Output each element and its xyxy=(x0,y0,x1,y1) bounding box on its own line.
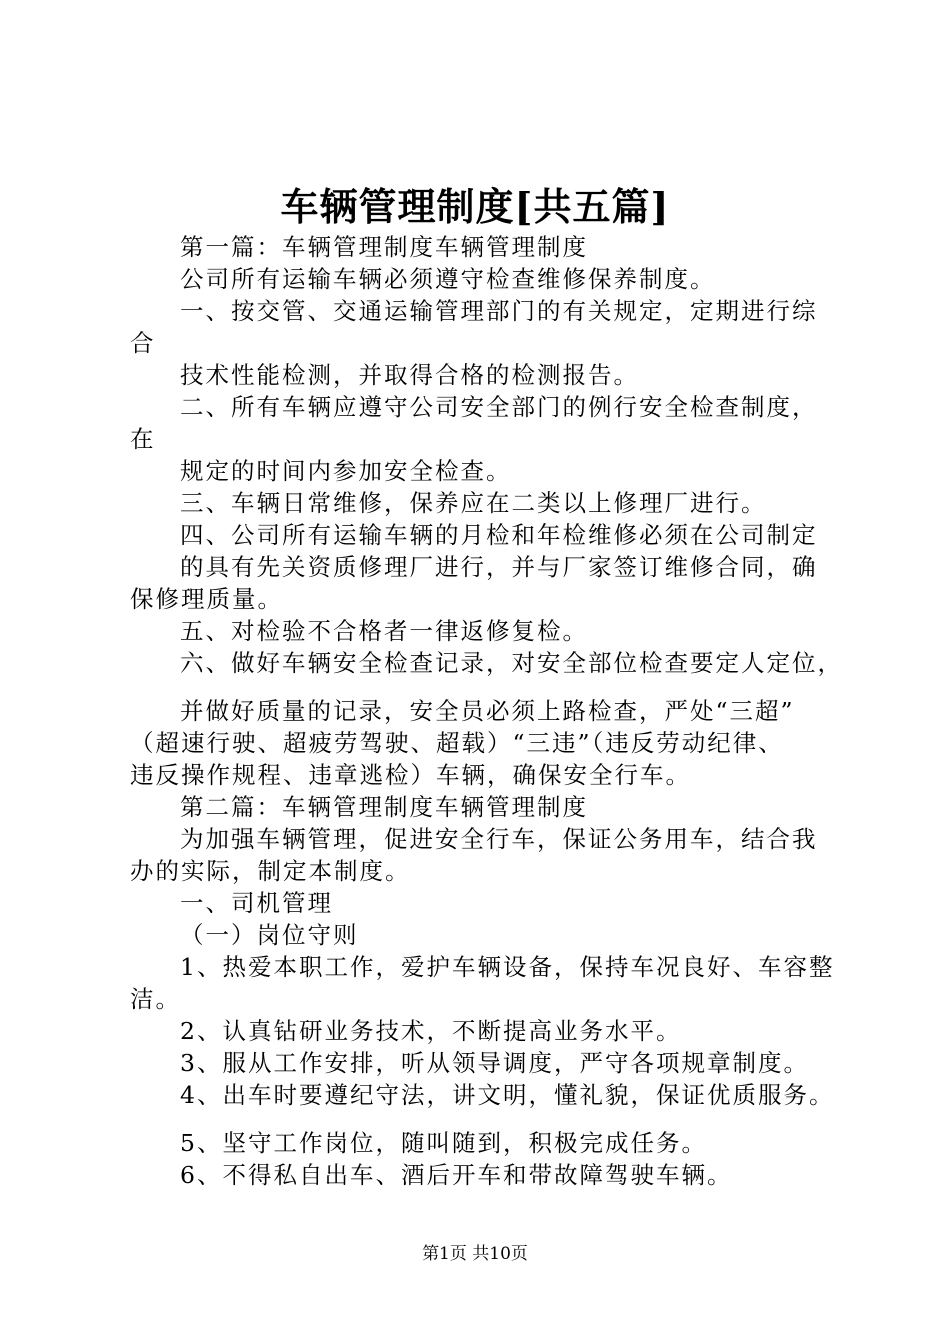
paragraph-line: 办的实际，制定本制度。 xyxy=(130,857,411,885)
paragraph-line: 规定的时间内参加安全检查。 xyxy=(180,457,512,485)
blank-line xyxy=(130,1111,840,1127)
paragraph-line: 洁。 xyxy=(130,985,181,1013)
paragraph-line: （超速行驶、超疲劳驾驶、超载）“三违”（违反劳动纪律、 xyxy=(130,729,784,757)
paragraph-line: 合 xyxy=(130,329,156,357)
paragraph-line: 五、对检验不合格者一律返修复检。 xyxy=(180,617,588,645)
paragraph-line: 在 xyxy=(130,425,156,453)
page-footer: 第1页 共10页 xyxy=(422,1244,528,1264)
paragraph-line: 为加强车辆管理，促进安全行车，保证公务用车，结合我 xyxy=(180,825,818,853)
list-item: 5、坚守工作岗位，随叫随到，积极完成任务。 xyxy=(180,1129,707,1157)
paragraph-line: 四、公司所有运输车辆的月检和年检维修必须在公司制定 xyxy=(180,521,818,549)
list-item: 4、出车时要遵纪守法，讲文明，懂礼貌，保证优质服务。 xyxy=(180,1081,835,1109)
list-item: 3、服从工作安排，听从领导调度，严守各项规章制度。 xyxy=(180,1049,809,1077)
section-heading: 第二篇：车辆管理制度车辆管理制度 xyxy=(180,793,588,821)
paragraph-line: 二、所有车辆应遵守公司安全部门的例行安全检查制度， xyxy=(180,393,818,421)
list-item: 1、热爱本职工作，爱护车辆设备，保持车况良好、车容整 xyxy=(180,953,835,981)
document-body xyxy=(130,231,843,1191)
subsection-heading: 一、司机管理 xyxy=(180,889,333,917)
paragraph-line: 技术性能检测，并取得合格的检测报告。 xyxy=(180,361,639,389)
paragraph-line: 并做好质量的记录，安全员必须上路检查，严处“三超” xyxy=(180,697,795,725)
paragraph-line: 一、按交管、交通运输管理部门的有关规定，定期进行综 xyxy=(180,297,818,325)
paragraph-line: 三、车辆日常维修，保养应在二类以上修理厂进行。 xyxy=(180,489,767,517)
paragraph-line: 违反操作规程、违章逃检）车辆，确保安全行车。 xyxy=(130,761,691,789)
paragraph-line: 公司所有运输车辆必须遵守检查维修保养制度。 xyxy=(180,265,716,293)
paragraph-line: 第一篇：车辆管理制度车辆管理制度 xyxy=(180,233,588,261)
subsection-heading: （一）岗位守则 xyxy=(180,921,359,949)
blank-line xyxy=(130,679,840,695)
document-title: 车辆管理制度[共五篇] xyxy=(280,184,670,229)
list-item: 2、认真钻研业务技术，不断提高业务水平。 xyxy=(180,1017,682,1045)
list-item: 6、不得私自出车、酒后开车和带故障驾驶车辆。 xyxy=(180,1161,733,1189)
paragraph-line: 的具有先关资质修理厂进行，并与厂家签订维修合同，确 xyxy=(180,553,818,581)
paragraph-line: 六、做好车辆安全检查记录，对安全部位检查要定人定位， xyxy=(180,649,843,677)
paragraph-line: 保修理质量。 xyxy=(130,585,283,613)
